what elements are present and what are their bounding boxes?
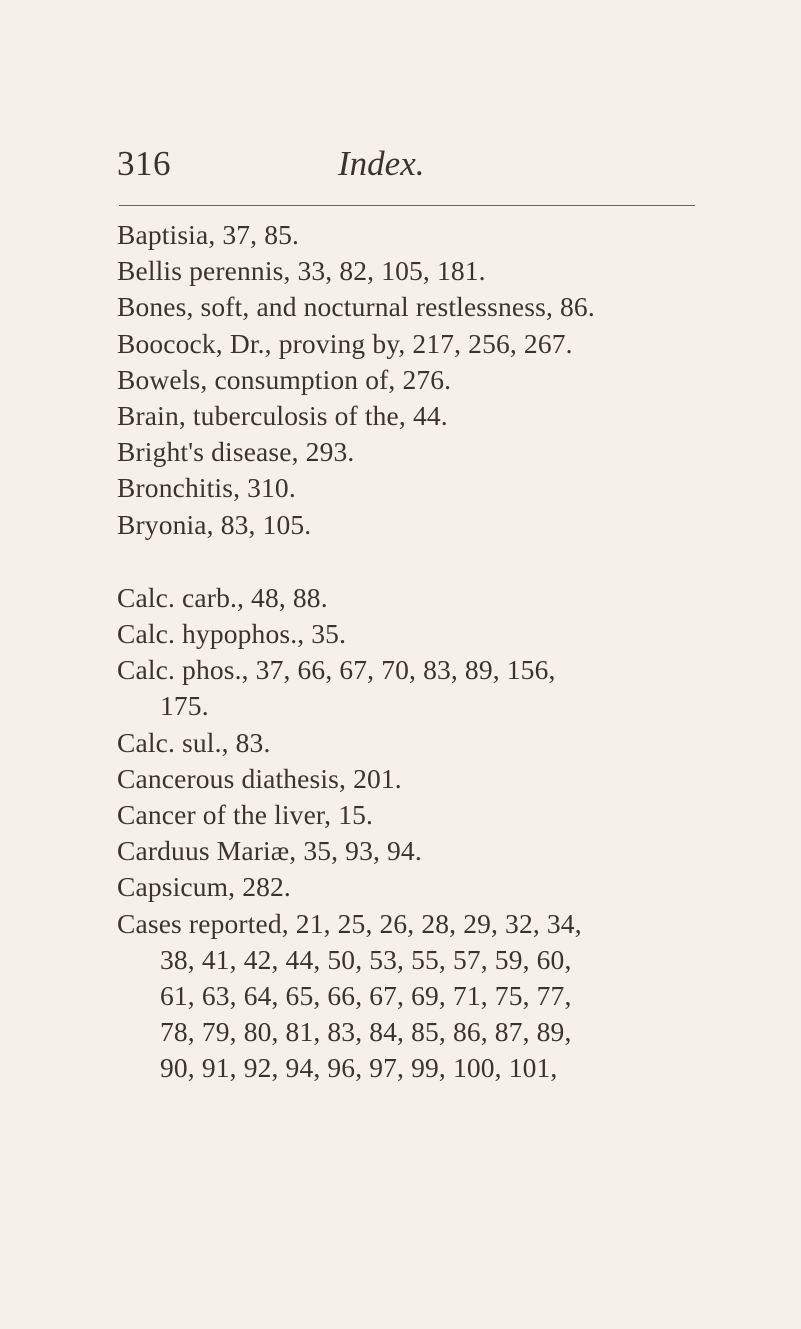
- index-entry-cancerous-diathesis: Cancerous diathesis, 201.: [117, 762, 402, 794]
- index-entry-cases-reported-continued: 90, 91, 92, 94, 96, 97, 99, 100, 101,: [160, 1052, 558, 1084]
- index-entry-cases-reported-continued: 61, 63, 64, 65, 66, 67, 69, 71, 75, 77,: [160, 980, 572, 1012]
- index-entry-cases-reported-continued: 78, 79, 80, 81, 83, 84, 85, 86, 87, 89,: [160, 1016, 572, 1048]
- page-header: [117, 146, 693, 192]
- index-entry-cases-reported-continued: 38, 41, 42, 44, 50, 53, 55, 57, 59, 60,: [160, 943, 572, 975]
- running-title: Index.: [338, 144, 425, 183]
- index-entry-bowels: Bowels, consumption of, 276.: [117, 363, 452, 395]
- index-entry-bryonia: Bryonia, 83, 105.: [117, 508, 312, 540]
- index-entry-bronchitis: Bronchitis, 310.: [117, 472, 296, 504]
- index-entry-baptisia: Baptisia, 37, 85.: [117, 219, 300, 250]
- index-entry-calc-carb: Calc. carb., 48, 88.: [117, 581, 328, 613]
- index-entry-brights-disease: Bright's disease, 293.: [117, 436, 355, 468]
- index-entry-calc-phos-continued: 175.: [160, 690, 209, 722]
- index-entry-calc-phos: Calc. phos., 37, 66, 67, 70, 83, 89, 156,: [117, 654, 556, 686]
- index-entries: [117, 217, 782, 1087]
- page-number: 316: [117, 144, 171, 183]
- index-entry-calc-sul: Calc. sul., 83.: [117, 726, 271, 758]
- index-entry-bellis-perennis: Bellis perennis, 33, 82, 105, 181.: [117, 255, 486, 287]
- index-entry-calc-hypophos: Calc. hypophos., 35.: [117, 618, 347, 650]
- section-gap: [117, 543, 782, 580]
- index-entry-cases-reported: Cases reported, 21, 25, 26, 28, 29, 32, 34,: [117, 907, 582, 939]
- index-entry-boocock: Boocock, Dr., proving by, 217, 256, 267.: [117, 327, 573, 359]
- index-entry-brain: Brain, tuberculosis of the, 44.: [117, 400, 448, 432]
- index-entry-capsicum: Capsicum, 282.: [117, 871, 291, 903]
- index-entry-cancer-of-liver: Cancer of the liver, 15.: [117, 799, 374, 831]
- index-entry-carduus-mariae: Carduus Mariæ, 35, 93, 94.: [117, 835, 422, 867]
- header-divider: [119, 205, 695, 206]
- index-entry-bones: Bones, soft, and nocturnal restlessness, 86.: [117, 291, 595, 323]
